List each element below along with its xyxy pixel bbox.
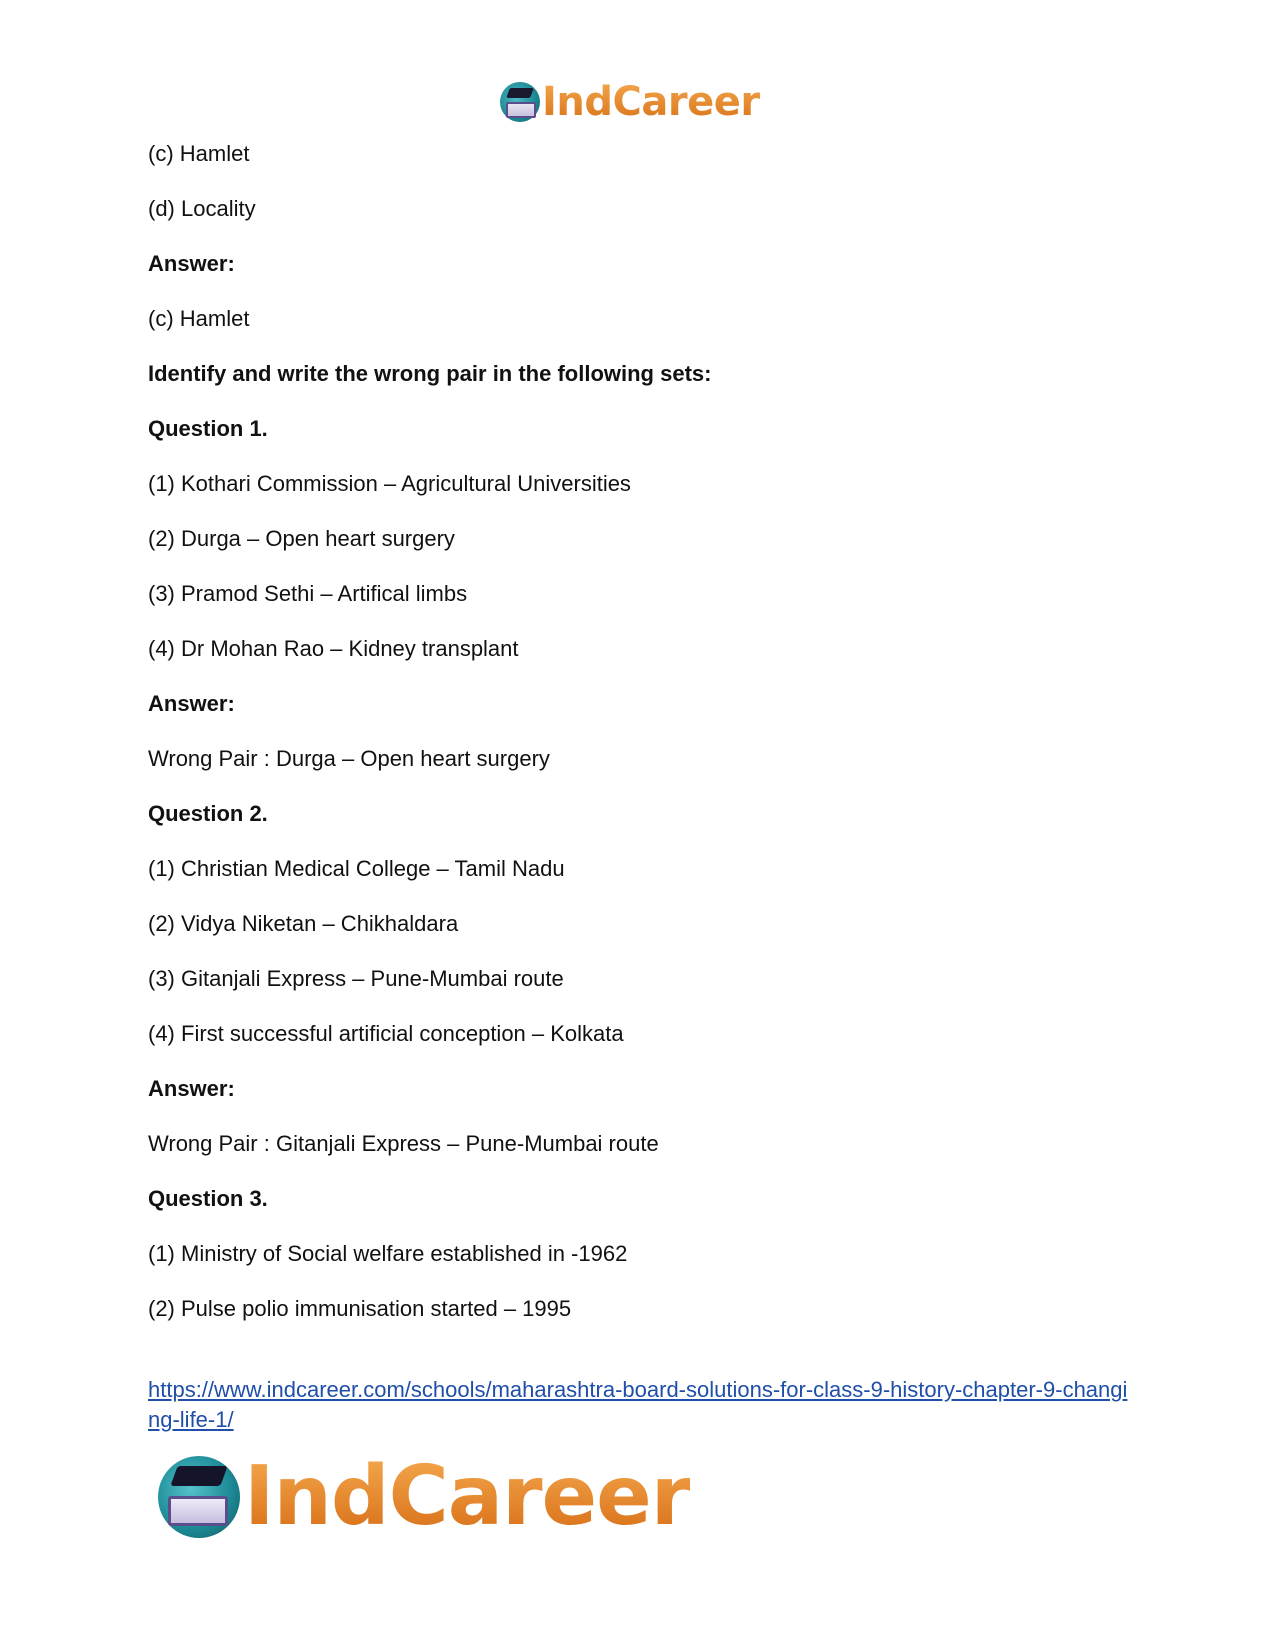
answer-label: Answer:: [148, 1076, 235, 1101]
text-line: (2) Durga – Open heart surgery: [148, 526, 455, 551]
footer-logo-text: IndCareer: [244, 1449, 691, 1544]
answer-label: Answer:: [148, 691, 235, 716]
text-line: Wrong Pair : Gitanjali Express – Pune-Mumbai route: [148, 1131, 659, 1156]
graduation-globe-icon: [158, 1456, 240, 1538]
text-line: (2) Vidya Niketan – Chikhaldara: [148, 911, 459, 936]
text-line: (d) Locality: [148, 196, 256, 221]
header-logo-text: IndCareer: [542, 79, 760, 125]
text-line: (4) Dr Mohan Rao – Kidney transplant: [148, 636, 519, 661]
question-heading: Question 3.: [148, 1186, 268, 1211]
text-line: (1) Christian Medical College – Tamil Nadu: [148, 856, 565, 881]
answer-label: Answer:: [148, 251, 235, 276]
text-line: (1) Ministry of Social welfare established in -1962: [148, 1241, 628, 1266]
question-heading: Question 1.: [148, 416, 268, 441]
text-line: (4) First successful artificial conception – Kolkata: [148, 1021, 624, 1046]
graduation-globe-icon: [500, 82, 540, 122]
text-line: (3) Gitanjali Express – Pune-Mumbai route: [148, 966, 564, 991]
footer-logo: [158, 1449, 691, 1544]
text-line: (2) Pulse polio immunisation started – 1995: [148, 1296, 572, 1321]
text-line: (1) Kothari Commission – Agricultural Universities: [148, 471, 631, 496]
header-logo: [500, 78, 760, 126]
source-link[interactable]: https://www.indcareer.com/schools/maharashtra-board-solutions-for-class-9-history-chapter-9-changing-life-1/: [148, 1377, 1128, 1432]
text-line: (c) Hamlet: [148, 141, 250, 166]
text-line: (c) Hamlet: [148, 306, 250, 331]
question-heading: Question 2.: [148, 801, 268, 826]
text-line: Wrong Pair : Durga – Open heart surgery: [148, 746, 550, 771]
document-body: [148, 140, 1128, 1350]
text-line: (3) Pramod Sethi – Artifical limbs: [148, 581, 468, 606]
section-heading: Identify and write the wrong pair in the following sets:: [148, 361, 712, 386]
